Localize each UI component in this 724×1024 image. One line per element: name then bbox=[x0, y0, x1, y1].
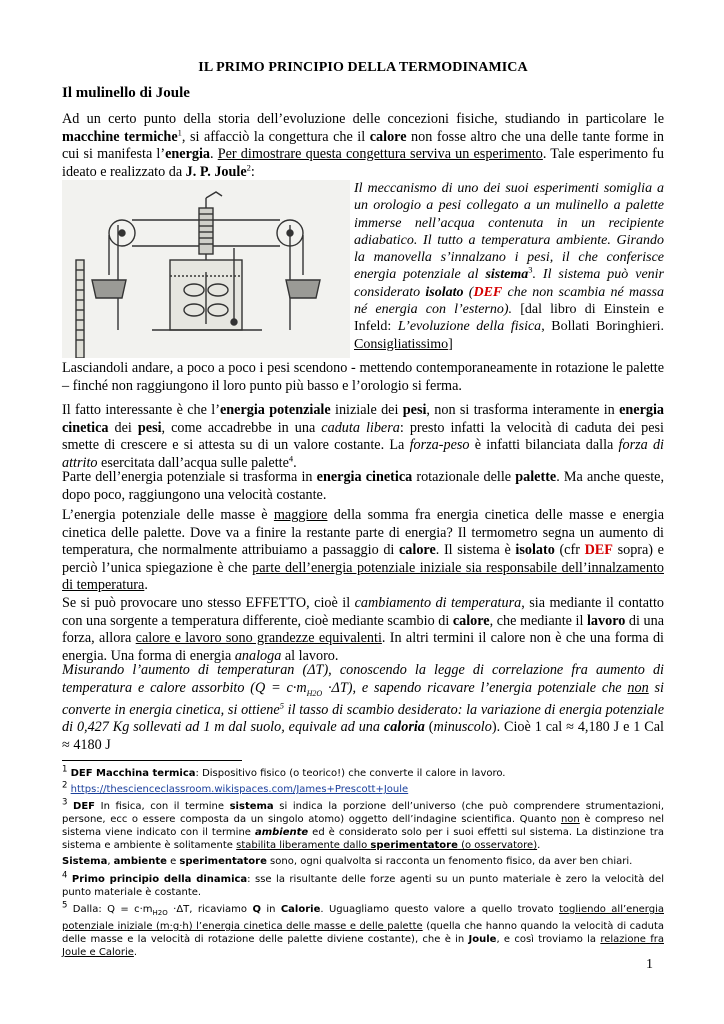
footnote-link[interactable]: https://thescienceclassroom.wikispaces.com/James+Prescott+Joule bbox=[70, 784, 409, 795]
joule-apparatus-drawing bbox=[62, 180, 350, 358]
paragraph-1: Lasciandoli andare, a poco a poco i pesi scendono - mettendo contemporaneamente in rotazione le palette – finché non raggiungono il loro punto più basso e l’orologio si ferma. bbox=[62, 360, 664, 394]
footnote-2: $^2$ https://thescienceclassroom.wikispaces.com/James+Prescott+Joule bbox=[62, 780, 409, 795]
footnote-5: $^5$ Dalla: $Q = c\cdot m_{H2O} \cdot\Delta T$, ricaviamo Q in Calorie. Uguagliamo questo valore a quello trovato togliendo all’energia potenziale iniziale (m·g·h) l’energia cinetica delle masse e delle palette (quella che hanno quando la velocità di caduta delle masse e la velocità di rotazione delle palette diviene costante), che è in Joule, e così troviamo la relazione fra Joule e Calorie. bbox=[62, 900, 665, 958]
footnote-3: $^3$ DEF In fisica, con il termine sistema si indica la porzione dell’universo (che può comprendere strumentazioni, persone, ecc o essere composta da un singolo atomo) oggetto dell’indagine scientifica. Quanto non è compreso nel sistema viene indicato con il termine ambiente ed è considerato solo per i suoi effetti sul sistema. La distinzione tra sistema e ambiente è solitamente stabilita liberamente dallo sperimentatore (o osservatore). bbox=[62, 797, 664, 851]
paragraph-5: Se si può provocare uno stesso EFFETTO, cioè il cambiamento di temperatura, sia mediante il contatto con una sorgente a temperatura differente, cioè mediante scambio di calore, che mediante il lavoro di una forza, allora calore e lavoro sono grandezze equivalenti. In altri termini il calore non è che una forma di energia. Una forma di energia analoga al lavoro. bbox=[62, 595, 665, 664]
paragraph-2: Il fatto interessante è che l’energia potenziale iniziale dei pesi, non si trasforma interamente in energia cinetica dei pesi, come accadrebbe in una caduta libera: presto infatti la velocità di caduta dei pesi smette di crescere e si attesta su di un valore costante. La forza-peso è infatti bilanciata dalla forza di attrito esercitata dall’acqua sulle palette$^4$. bbox=[62, 402, 664, 471]
page-title: IL PRIMO PRINCIPIO DELLA TERMODINAMICA bbox=[198, 60, 528, 75]
footnote-1: $^1$ DEF Macchina termica: Dispositivo fisico (o teorico!) che converte il calore in lavoro. bbox=[62, 764, 506, 779]
footnote-3b: Sistema, ambiente e sperimentatore sono, ogni qualvolta si racconta un fenomento fisico, da aver ben chiari. bbox=[62, 856, 633, 867]
joule-apparatus-figure bbox=[62, 180, 350, 358]
footnote-4: $^4$ Primo principio della dinamica: sse la risultante delle forze agenti su un punto materiale è zero la velocità del punto materiale è costante. bbox=[62, 870, 664, 898]
paragraph-4: L’energia potenziale delle masse è maggiore della somma fra energia cinetica delle masse e energia cinetica delle palette. Dove va a finire la restante parte di energia? Il termometro segna un aumento di temperatura, che normalmente attribuiamo a passaggio di calore. Il sistema è isolato (cfr DEF sopra) e perciò l’unica spiegazione è che parte dell’energia potenziale iniziale sia responsabile dell’innalzamento di temperatura. bbox=[62, 507, 664, 593]
intro-paragraph: Ad un certo punto della storia dell’evoluzione delle concezioni fisiche, studiando in particolare le macchine termiche$^1$, si affacciò la congettura che il calore non fosse altro che una delle tante forme in cui si manifesta l’energia. Per dimostrare questa congettura serviva un esperimento. Tale esperimento fu ideato e realizzato da J. P. Joule$^2$: bbox=[62, 111, 664, 180]
paragraph-6: Misurando l’aumento di temperaturan (ΔT), conoscendo la legge di correlazione fra aumento di temperatura e calore assorbito $(Q = c\cdot m_{H2O} \cdot\Delta T)$, e sapendo ricavare l’energia potenziale che non si converte in energia cinetica, si ottiene$^5$ il tasso di scambio desiderato: la variazione di energia potenziale di 0,427 Kg sollevati ad 1 m dal suolo, equivale ad una caloria (minuscolo). Cioè 1 cal ≈ 4,180 J e 1 Cal ≈ 4180 J bbox=[62, 662, 664, 753]
figure-caption: Il meccanismo di uno dei suoi esperimenti somiglia a un orologio a pesi collegato a un mulinello a palette immerse nell’acqua contenuta in un recipiente adiabatico. Il tutto a temperatura ambiente. Girando la manovella s’innalzano i pesi, il che conferisce energia potenziale al sistema$^3$. Il sistema può venir considerato isolato (DEF che non scambia né massa né energia con l’esterno). [dal libro di Einstein e Infeld: L’evoluzione della fisica, Bollati Boringhieri. Consigliatissimo] bbox=[354, 181, 664, 352]
footnote-separator bbox=[62, 760, 242, 761]
section-heading: Il mulinello di Joule bbox=[62, 85, 190, 101]
page-number: 1 bbox=[646, 957, 653, 972]
paragraph-3: Parte dell’energia potenziale si trasforma in energia cinetica rotazionale delle palette. Ma anche queste, dopo poco, raggiungono una velocità costante. bbox=[62, 469, 664, 503]
